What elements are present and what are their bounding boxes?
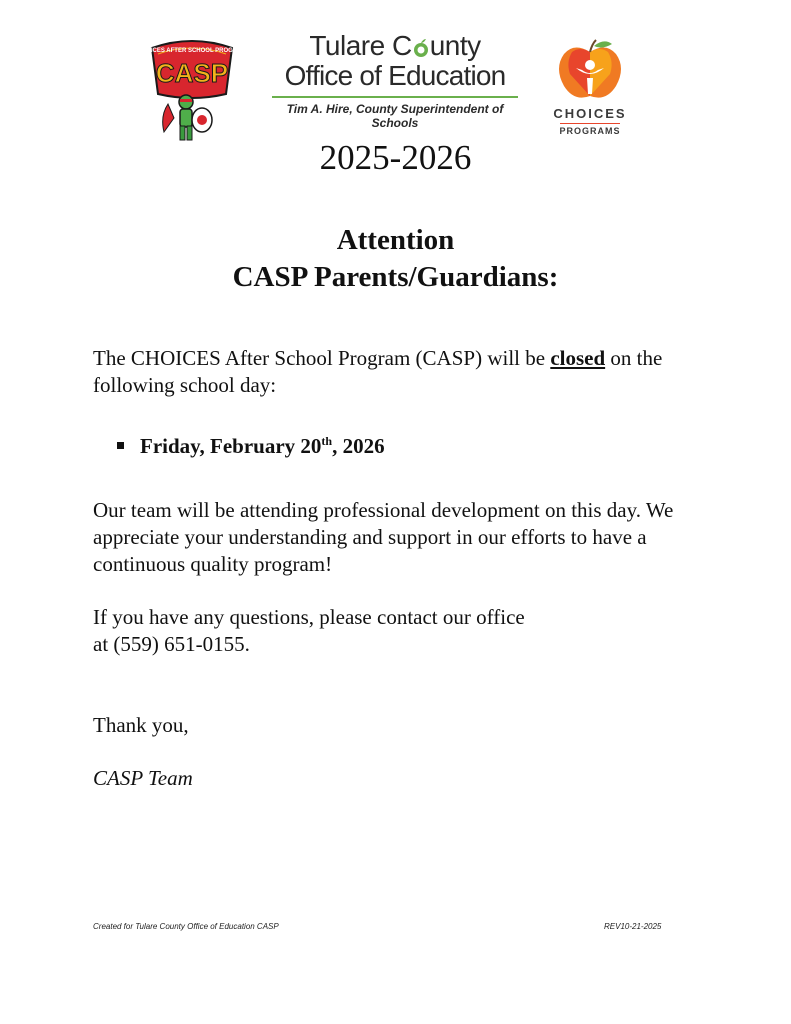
school-year: 2025-2026 [319,138,472,177]
choices-logo [540,38,640,142]
bullet-icon [117,442,124,449]
headline-line2: CASP Parents/Guardians: [232,261,559,293]
casp-logo [137,36,247,144]
professional-development-paragraph: Our team will be attending professional development on this day. We appreciate your understanding and support in our efforts to have a continuous quality program! [93,498,674,576]
casp-arc-text: CHOICES AFTER SCHOOL PROGRAM [137,48,247,54]
choices-rule [560,123,620,124]
headline-line1: Attention [336,224,455,256]
footer-credit: Created for Tulare County Office of Education CASP [93,922,279,931]
choices-sub: PROGRAMS [559,126,621,136]
closure-date-item: Friday, February 20th, 2026 [117,434,385,459]
tcoe-logo-line1: Tulare C unty [309,30,481,61]
signature: CASP Team [93,766,193,790]
tcoe-logo [266,30,524,130]
tcoe-logo-rule [272,96,518,98]
choices-word: CHOICES [553,106,627,121]
headline [0,222,791,296]
closed-emphasis: closed [550,346,606,370]
choices-apple-icon [540,38,640,104]
footer-revision: REV10-21-2025 [604,922,662,931]
casp-letters: CASP [155,58,229,88]
apple-icon [412,33,430,53]
tcoe-logo-subtitle: Tim A. Hire, County Superintendent of Schools [286,102,504,130]
closing-thanks: Thank you, [93,713,189,737]
tcoe-logo-line2: Office of Education [284,60,506,91]
intro-paragraph: The CHOICES After School Program (CASP) will be closed on the following school day: [93,346,663,397]
contact-paragraph: If you have any questions, please contact our office at (559) 651-0155. [93,605,525,656]
